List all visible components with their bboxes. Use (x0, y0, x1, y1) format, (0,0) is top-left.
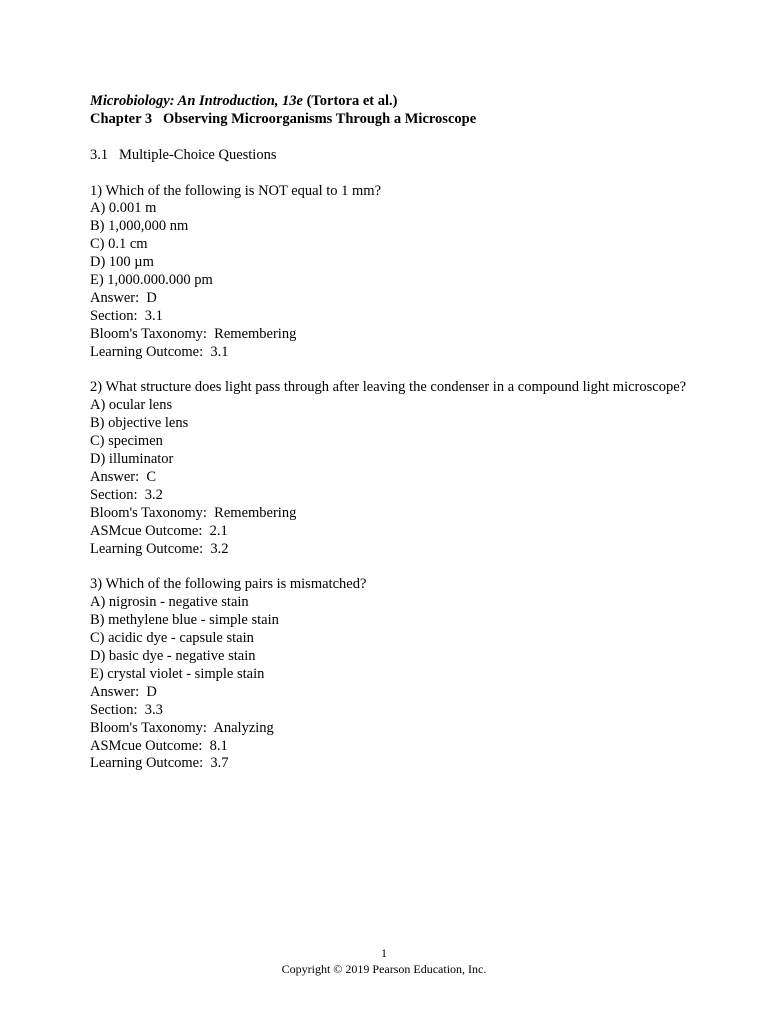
asmcue-outcome: ASMcue Outcome: 2.1 (90, 522, 228, 539)
learning-outcome: Learning Outcome: 3.1 (90, 343, 229, 360)
section-heading: 3.1 Multiple-Choice Questions (90, 146, 277, 163)
answer-option: B) 1,000,000 nm (90, 218, 189, 235)
question-section: Section: 3.3 (90, 701, 163, 718)
answer-option: E) 1,000.000.000 pm (90, 272, 213, 289)
blooms-taxonomy: Bloom's Taxonomy: Remembering (90, 504, 297, 521)
question-stem: 1) Which of the following is NOT equal to 1 mm? (90, 182, 382, 199)
answer-option: E) crystal violet - simple stain (90, 665, 265, 682)
learning-outcome: Learning Outcome: 3.7 (90, 755, 229, 772)
answer-key: Answer: C (90, 468, 157, 485)
answer-option: B) objective lens (90, 415, 189, 432)
question-stem: 3) Which of the following pairs is mismatched? (90, 576, 367, 593)
chapter-title: Chapter 3 Observing Microorganisms Through a Microscope (90, 110, 477, 127)
question-2 (90, 379, 690, 558)
blooms-taxonomy: Bloom's Taxonomy: Analyzing (90, 719, 274, 736)
answer-option: B) methylene blue - simple stain (90, 612, 279, 629)
answer-option: C) specimen (90, 433, 163, 450)
question-1 (90, 183, 690, 362)
book-title-line (90, 93, 690, 111)
copyright-notice: Copyright © 2019 Pearson Education, Inc. (281, 962, 487, 976)
book-authors: (Tortora et al.) (302, 93, 398, 109)
answer-option: D) basic dye - negative stain (90, 648, 256, 665)
blooms-taxonomy: Bloom's Taxonomy: Remembering (90, 325, 297, 342)
question-section: Section: 3.2 (90, 486, 163, 503)
answer-option: C) acidic dye - capsule stain (90, 630, 254, 647)
answer-option: A) 0.001 m (90, 200, 157, 217)
learning-outcome: Learning Outcome: 3.2 (90, 540, 229, 557)
question-section: Section: 3.1 (90, 307, 163, 324)
page-number: 1 (381, 946, 387, 960)
answer-option: C) 0.1 cm (90, 236, 148, 253)
document-body (90, 93, 690, 791)
answer-option: A) ocular lens (90, 397, 173, 414)
answer-key: Answer: D (90, 289, 157, 306)
question-3 (90, 576, 690, 773)
book-title: Microbiology: An Introduction, 13e (90, 93, 303, 109)
question-stem: 2) What structure does light pass through after leaving the condenser in a compound light microscope? (90, 379, 687, 396)
asmcue-outcome: ASMcue Outcome: 8.1 (90, 737, 228, 754)
answer-option: D) illuminator (90, 451, 174, 468)
answer-key: Answer: D (90, 683, 157, 700)
answer-option: D) 100 µm (90, 254, 154, 271)
document-header (90, 93, 690, 129)
answer-option: A) nigrosin - negative stain (90, 594, 249, 611)
